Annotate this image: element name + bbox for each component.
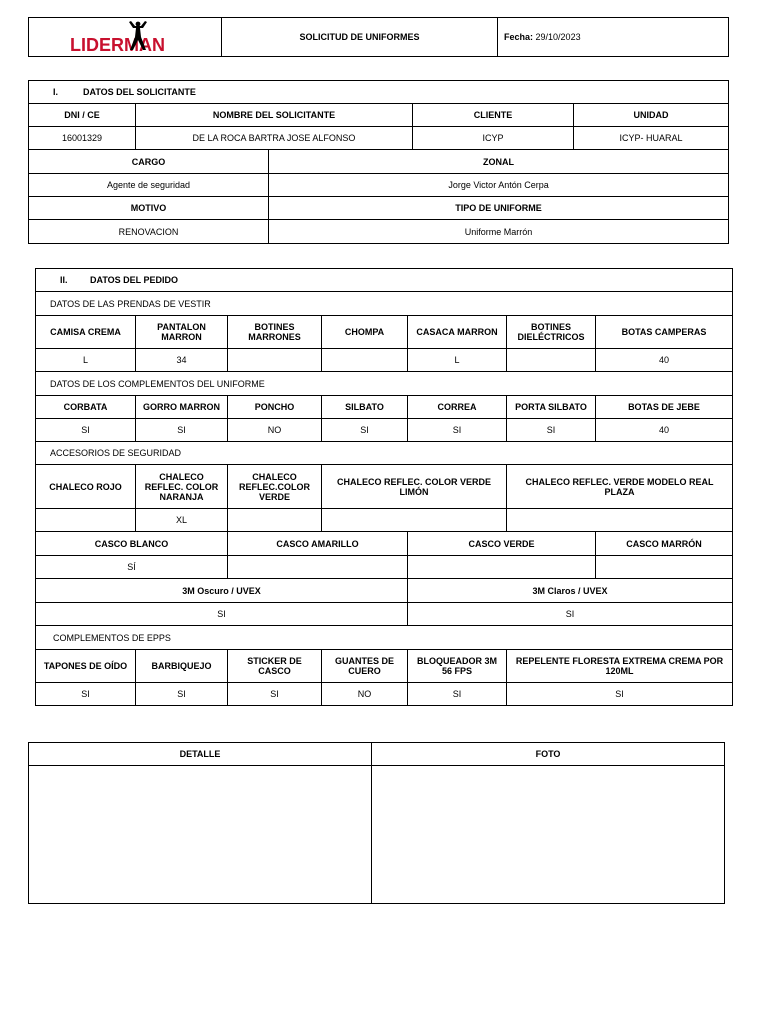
accesorio-value <box>322 509 507 532</box>
casco-header: CASCO AMARILLO <box>228 532 408 556</box>
fecha-value: 29/10/2023 <box>535 32 581 42</box>
complemento-header: PONCHO <box>228 396 322 419</box>
accesorio-header: CHALECO REFLEC. COLOR NARANJA <box>136 465 228 509</box>
detalle-header: DETALLE <box>29 743 372 766</box>
lentes-header: 3M Claros / UVEX <box>408 579 733 603</box>
dni-value: 16001329 <box>29 127 136 150</box>
epps-value: SI <box>228 683 322 706</box>
tipo-uniforme-value: Uniforme Marrón <box>269 220 729 244</box>
section-pedido-title: II. DATOS DEL PEDIDO <box>36 269 733 292</box>
epps-header: BLOQUEADOR 3M 56 FPS <box>408 650 507 683</box>
epps-value: SI <box>136 683 228 706</box>
col-cliente: CLIENTE <box>413 104 574 127</box>
epps-header: BARBIQUEJO <box>136 650 228 683</box>
liderman-logo <box>69 20 169 56</box>
complemento-header: CORREA <box>408 396 507 419</box>
prenda-header: CASACA MARRON <box>408 316 507 349</box>
complemento-value: SI <box>507 419 596 442</box>
lentes-header: 3M Oscuro / UVEX <box>36 579 408 603</box>
detalle-area[interactable] <box>29 766 372 904</box>
section-solicitante-title: I. DATOS DEL SOLICITANTE <box>29 81 729 104</box>
accesorio-header: CHALECO REFLEC. COLOR VERDE LIMÓN <box>322 465 507 509</box>
epps-value: SI <box>507 683 733 706</box>
prenda-header: BOTINES MARRONES <box>228 316 322 349</box>
pedido-table <box>35 268 733 706</box>
epps-header: STICKER DE CASCO <box>228 650 322 683</box>
nombre-value: DE LA ROCA BARTRA JOSE ALFONSO <box>136 127 413 150</box>
prenda-header: CHOMPA <box>322 316 408 349</box>
logo-cell <box>29 18 222 57</box>
complemento-value: SI <box>36 419 136 442</box>
foto-header: FOTO <box>372 743 725 766</box>
epps-subtitle: COMPLEMENTOS DE EPPS <box>36 626 733 650</box>
lentes-value: SI <box>408 603 733 626</box>
prendas-subtitle: DATOS DE LAS PRENDAS DE VESTIR <box>36 292 733 316</box>
fecha-cell <box>498 18 729 57</box>
prenda-header: BOTINES DIELÉCTRICOS <box>507 316 596 349</box>
cliente-value: ICYP <box>413 127 574 150</box>
complemento-header: PORTA SILBATO <box>507 396 596 419</box>
col-nombre: NOMBRE DEL SOLICITANTE <box>136 104 413 127</box>
accesorio-value <box>228 509 322 532</box>
accesorio-value <box>507 509 733 532</box>
col-motivo: MOTIVO <box>29 197 269 220</box>
complemento-value: NO <box>228 419 322 442</box>
accesorio-value <box>36 509 136 532</box>
complementos-subtitle: DATOS DE LOS COMPLEMENTOS DEL UNIFORME <box>36 372 733 396</box>
complemento-value: SI <box>322 419 408 442</box>
complemento-value: 40 <box>596 419 733 442</box>
complemento-header: GORRO MARRON <box>136 396 228 419</box>
casco-value: SÍ <box>36 556 228 579</box>
epps-header: TAPONES DE OÍDO <box>36 650 136 683</box>
complemento-header: SILBATO <box>322 396 408 419</box>
accesorio-header: CHALECO REFLEC.COLOR VERDE <box>228 465 322 509</box>
prenda-value: 40 <box>596 349 733 372</box>
complemento-header: BOTAS DE JEBE <box>596 396 733 419</box>
casco-header: CASCO VERDE <box>408 532 596 556</box>
prenda-value: 34 <box>136 349 228 372</box>
prenda-header: PANTALON MARRON <box>136 316 228 349</box>
accesorio-header: CHALECO REFLEC. VERDE MODELO REAL PLAZA <box>507 465 733 509</box>
col-unidad: UNIDAD <box>574 104 729 127</box>
accesorios-subtitle: ACCESORIOS DE SEGURIDAD <box>36 442 733 465</box>
foto-area[interactable] <box>372 766 725 904</box>
col-zonal: ZONAL <box>269 150 729 174</box>
prenda-value: L <box>36 349 136 372</box>
epps-value: SI <box>408 683 507 706</box>
prenda-value <box>322 349 408 372</box>
svg-text:LIDERMAN: LIDERMAN <box>70 35 165 55</box>
epps-header: GUANTES DE CUERO <box>322 650 408 683</box>
motivo-value: RENOVACION <box>29 220 269 244</box>
fecha-label: Fecha: <box>504 32 534 42</box>
casco-value <box>228 556 408 579</box>
form-title: SOLICITUD DE UNIFORMES <box>222 18 498 57</box>
accesorio-header: CHALECO ROJO <box>36 465 136 509</box>
casco-value <box>408 556 596 579</box>
col-tipo-uniforme: TIPO DE UNIFORME <box>269 197 729 220</box>
zonal-value: Jorge Victor Antón Cerpa <box>269 174 729 197</box>
detalle-table <box>28 742 725 904</box>
unidad-value: ICYP- HUARAL <box>574 127 729 150</box>
complemento-value: SI <box>136 419 228 442</box>
solicitante-table <box>28 80 729 244</box>
epps-value: NO <box>322 683 408 706</box>
prenda-header: BOTAS CAMPERAS <box>596 316 733 349</box>
epps-value: SI <box>36 683 136 706</box>
prenda-value <box>228 349 322 372</box>
casco-value <box>596 556 733 579</box>
epps-header: REPELENTE FLORESTA EXTREMA CREMA POR 120ML <box>507 650 733 683</box>
prenda-value: L <box>408 349 507 372</box>
col-dni: DNI / CE <box>29 104 136 127</box>
prenda-value <box>507 349 596 372</box>
casco-header: CASCO BLANCO <box>36 532 228 556</box>
prenda-header: CAMISA CREMA <box>36 316 136 349</box>
complemento-header: CORBATA <box>36 396 136 419</box>
casco-header: CASCO MARRÓN <box>596 532 733 556</box>
complemento-value: SI <box>408 419 507 442</box>
col-cargo: CARGO <box>29 150 269 174</box>
lentes-value: SI <box>36 603 408 626</box>
accesorio-value: XL <box>136 509 228 532</box>
cargo-value: Agente de seguridad <box>29 174 269 197</box>
header-table <box>28 17 729 57</box>
